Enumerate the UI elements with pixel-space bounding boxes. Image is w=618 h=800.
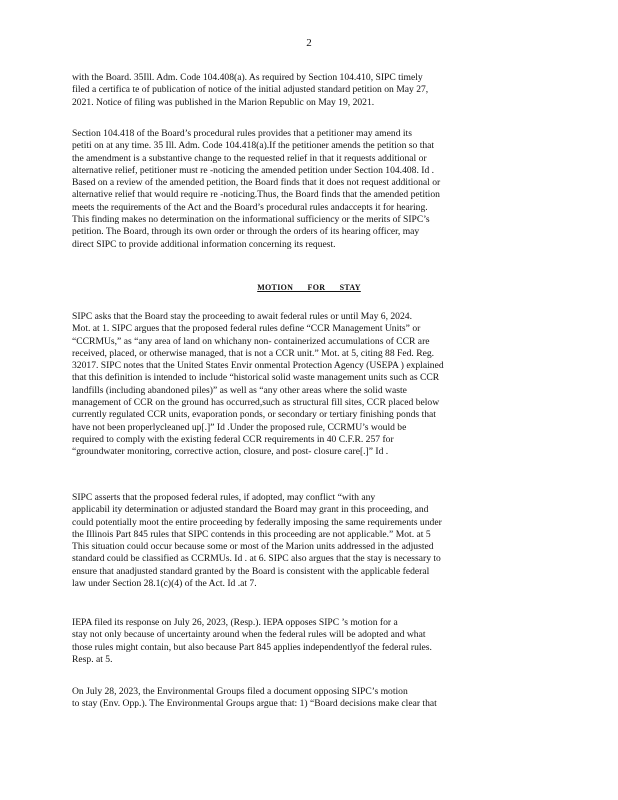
text-line: direct SIPC to provide additional information concerning its request. — [72, 238, 336, 250]
text-line: alternative relief, petitioner must re -noticing the amended petition under Section 104.408. Id . — [72, 164, 435, 176]
text-line: management of CCR on the ground has occurred,such as structural fill sites, CCR placed below — [72, 397, 440, 409]
paragraph-board-filing — [72, 72, 542, 109]
text-line: meets the requirements of the Act and the Board’s procedural rules andaccepts it for hearing. — [72, 201, 428, 213]
text-line: those rules might contain, but also because Part 845 applies independentlyof the federal rules. — [72, 641, 432, 653]
paragraph-iepa-response — [72, 617, 542, 666]
text-line: alternative relief that would require re -noticing.Thus, the Board finds that the amended petition — [72, 189, 440, 201]
text-line: have not been properlycleaned up[.]” Id .Under the proposed rule, CCRMU’s would be — [72, 421, 407, 433]
text-line: “groundwater monitoring, corrective action, closure, and post- closure care[.]” Id . — [72, 446, 389, 458]
text-line: Section 104.418 of the Board’s procedural rules provides that a petitioner may amend its — [72, 128, 412, 139]
paragraph-amendment-rules — [72, 128, 542, 251]
text-line: petition. The Board, through its own order or through the orders of its hearing officer, may — [72, 226, 420, 238]
page-number: 2 — [306, 37, 312, 49]
text-line: standard could be classified as CCRMUs. Id . at 6. SIPC also argues that the stay is necessary to — [72, 553, 441, 565]
text-line: that this definition is intended to include “historical solid waste management units such as CCR — [72, 372, 440, 384]
text-line: required to comply with the existing federal CCR requirements in 40 C.F.R. 257 for — [72, 433, 394, 445]
text-line: received, placed, or otherwise managed, that is not a CCR unit.” Mot. at 5, citing 88 Fed. Reg. — [72, 347, 435, 359]
text-line: “CCRMUs,” as “any area of land on whichany non- containerized accumulations of CCR are — [72, 335, 430, 347]
paragraph-sipc-motion — [72, 311, 542, 459]
text-line: law under Section 28.1(c)(4) of the Act. Id .at 7. — [72, 578, 257, 590]
text-line: Based on a review of the amended petition, the Board finds that it does not request additional or — [72, 177, 441, 189]
text-line: This finding makes no determination on the informational sufficiency or the merits of SIPC’s — [72, 214, 430, 226]
text-line: This situation could occur because some or most of the Marion units addressed in the adjusted — [72, 541, 434, 553]
text-line: ensure that anadjusted standard granted by the Board is consistent with the applicable federal — [72, 565, 430, 577]
text-line: to stay (Env. Opp.). The Environmental Groups argue that: 1) “Board decisions make clear that — [72, 698, 437, 710]
text-line: the amendment is a substantive change to the requested relief in that it requests additional or — [72, 152, 427, 164]
text-line: Mot. at 1. SIPC argues that the proposed federal rules define “CCR Management Units” or — [72, 323, 421, 335]
text-line: the Illinois Part 845 rules that SIPC contends in this proceeding are not applicable.” Mot. at 5 — [72, 528, 431, 540]
text-line: currently regulated CCR units, evaporation ponds, or secondary or tertiary finishing ponds that — [72, 409, 436, 421]
text-line: 32017. SIPC notes that the United States Envir onmental Protection Agency (USEPA ) explained — [72, 360, 444, 372]
text-line: SIPC asserts that the proposed federal rules, if adopted, may conflict “with any — [72, 492, 376, 503]
section-heading: MOTION FOR STAY — [257, 283, 361, 292]
text-line: IEPA filed its response on July 26, 2023, (Resp.). IEPA opposes SIPC ’s motion for a — [72, 617, 398, 628]
text-line: landfills (including abandoned piles)” as well as “any other areas where the solid waste — [72, 384, 407, 396]
text-line: SIPC asks that the Board stay the proceeding to await federal rules or until May 6, 2024. — [72, 311, 412, 322]
text-line: Resp. at 5. — [72, 653, 113, 665]
paragraph-sipc-assertions — [72, 492, 542, 590]
paragraph-environmental-groups — [72, 686, 542, 711]
text-line: On July 28, 2023, the Environmental Groups filed a document opposing SIPC’s motion — [72, 686, 408, 697]
text-line: 2021. Notice of filing was published in the Marion Republic on May 19, 2021. — [72, 96, 375, 108]
text-line: stay not only because of uncertainty around when the federal rules will be adopted and what — [72, 629, 426, 641]
text-line: petiti on at any time. 35 Ill. Adm. Code 104.418(a).If the petitioner amends the petition so that — [72, 140, 435, 152]
text-line: filed a certifica te of publication of notice of the initial adjusted standard petition on May 27, — [72, 84, 429, 96]
text-line: could potentially moot the entire proceeding by federally imposing the same requirements under — [72, 516, 442, 528]
text-line: applicabil ity determination or adjusted standard the Board may grant in this proceeding, and — [72, 504, 429, 516]
text-line: with the Board. 35Ill. Adm. Code 104.408(a). As required by Section 104.410, SIPC timely — [72, 72, 423, 83]
